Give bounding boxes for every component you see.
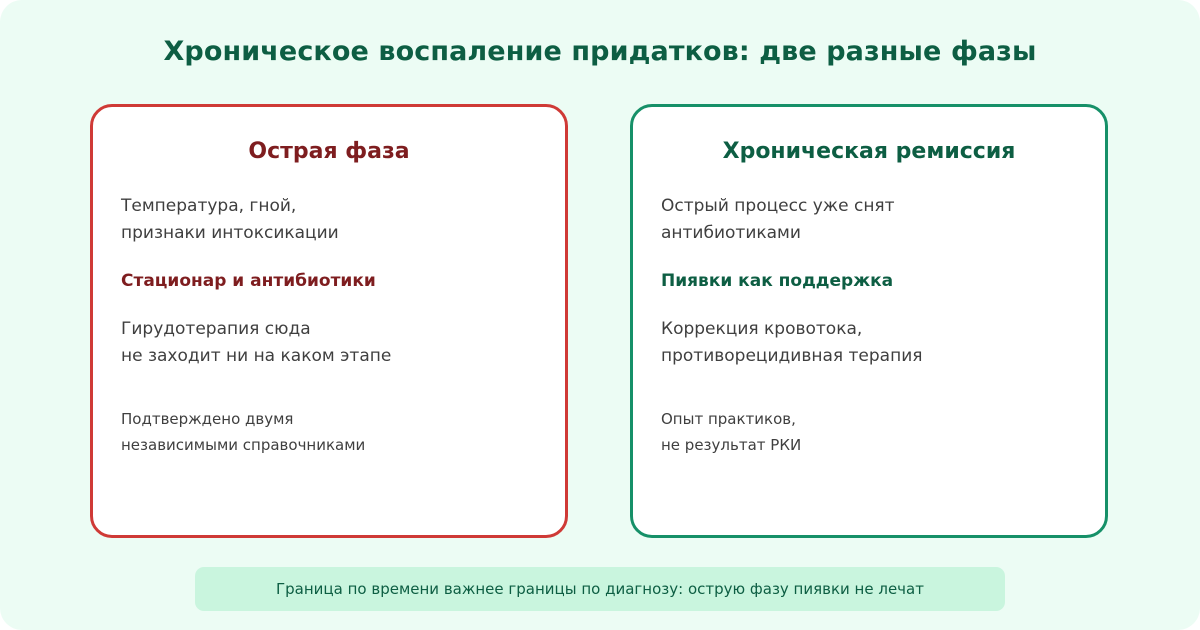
chronic-remission-treatment: Пиявки как поддержка <box>661 271 894 291</box>
acute-phase-heading: Острая фаза <box>248 139 410 164</box>
footer-callout: Граница по времени важнее границы по диагнозу: острую фазу пиявки не лечат <box>195 567 1005 611</box>
chronic-remission-goals: Коррекция кровотока, противорецидивная терапия <box>661 319 923 366</box>
chronic-remission-source-note: Опыт практиков, не результат РКИ <box>661 410 802 454</box>
acute-phase-card <box>90 104 568 538</box>
chronic-remission-status: Острый процесс уже снят антибиотиками <box>661 196 895 243</box>
chronic-remission-card <box>630 104 1108 538</box>
chronic-remission-heading: Хроническая ремиссия <box>722 139 1016 164</box>
diagram-title: Хроническое воспаление придатков: две разные фазы <box>163 36 1037 67</box>
acute-phase-treatment: Стационар и антибиотики <box>121 271 376 291</box>
acute-phase-symptoms: Температура, гной, признаки интоксикации <box>121 196 339 243</box>
acute-phase-source-note: Подтверждено двумя независимыми справочниками <box>121 410 366 454</box>
acute-phase-hirudotherapy-note: Гирудотерапия сюда не заходит ни на каком этапе <box>121 319 392 366</box>
